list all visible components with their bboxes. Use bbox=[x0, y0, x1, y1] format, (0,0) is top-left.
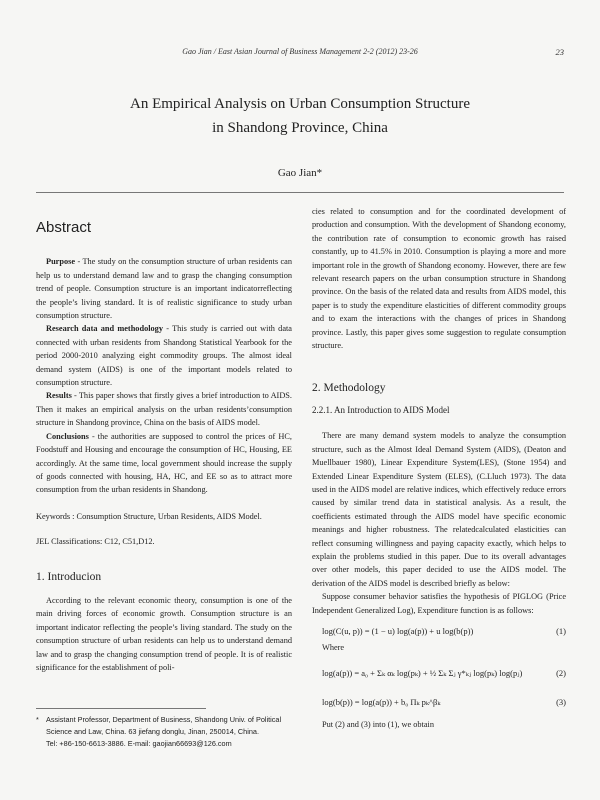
equation-3-number: (3) bbox=[556, 697, 566, 708]
left-column bbox=[36, 205, 292, 674]
intro-continued: cies related to consumption and for the coordinated development of production and consumption. With the development of Shandong economy, the contribution rate of consumption to economic growth has raised constantly, up to 41.5% in 2010. Consumption is playing a more and more important role in the growth of Shandong economy. However, there are few relevant research papers on the urban consumption structure in Shandong province. On the basis of the related data and results from AIDS model, this paper is to study the expenditure elasticities of different commodity groups and to exam the interactions with the changes of prices in Shandong province. Lastly, this paper gives some suggestion to regulate consumption structure. bbox=[312, 207, 566, 351]
footnote-affiliation: Assistant Professor, Department of Business, Shandong Univ. of Political Science and Law, China. 63 jiefang donglu, Jinan, 250014, China. bbox=[46, 715, 282, 736]
title-line-1: An Empirical Analysis on Urban Consumption Structure bbox=[130, 96, 470, 112]
page-number: 23 bbox=[555, 47, 564, 57]
equation-1 bbox=[312, 621, 566, 641]
footnote bbox=[36, 714, 296, 750]
equation-2-body: log(a(p)) = a₀ + Σₖ αₖ log(pₖ) + ½ Σₖ Σⱼ γ*ₖⱼ log(pₖ) log(pⱼ) bbox=[322, 668, 523, 679]
methodology-para-1: There are many demand system models to analyze the consumption structure, such as the Almost Ideal Demand System (AIDS), (Deaton and Muellbauer 1980), Linear Expenditure System(LES), (Stone 1954) and Extended Linear Expenditure System (ELES), (C.Lluch 1973). The data used in the AIDS model are relative indices, which effectively reduce errors caused by similar trend data in statistical analysis. As a result, the coefficients estimated through the AIDS model have specific economic meanings and higher robustness. The relatedcalculated elasticities can reflect consuming willingness and paying capacity exactly, which helps to explain the problems studied in this paper. Due to its overall advantages over other models, this paper decided to use the AIDS model. The derivation of the AIDS model is described briefly as below: bbox=[312, 431, 566, 588]
methodology-heading: 2. Methodology bbox=[312, 382, 386, 395]
intro-text: According to the relevant economic theory, consumption is one of the main driving forces of economic growth. Consumption structure is an important indicator reflecting the people’s living standard. The study on the consumption structure of urban residents can help us to understand demand law and to grasp the changing consumption trend of people. It is of realistic significance for the establishment of poli- bbox=[36, 595, 292, 672]
aids-subheading: 2.2.1. An Introduction to AIDS Model bbox=[312, 404, 450, 415]
results-label: Results bbox=[46, 391, 72, 401]
rdm-text: - This study is carried out with data connected with urban residents from Shandong Statistical Yearbook for the period 2000-2010 analyzing eight commodity groups. The almost ideal demand system (AIDS) is one of the important models related to consumption structure. bbox=[36, 324, 292, 388]
conclusions-text: - the authorities are supposed to control the prices of HC, Foodstuff and Housing and encourage the consumption of HC, Housing, EE accordingly. At the same time, local government should increase the supply of goods connected with housing, HA, HC, and EE so as to attract more consumption from the urban residents in Shandong. bbox=[36, 431, 292, 495]
substitution-text: Put (2) and (3) into (1), we obtain bbox=[322, 720, 434, 730]
results-text: - This paper shows that firstly gives a brief introduction to AIDS. Then it makes an empirical analysis on the urban residents’consumption structure in Shandong province, China on the basis of AIDS model. bbox=[36, 391, 292, 428]
footnote-marker: * bbox=[36, 715, 39, 724]
methodology-para-2: Suppose consumer behavior satisfies the hypothesis of PIGLOG (Price Independent Generalized Log), Expenditure function is as follows: bbox=[312, 592, 566, 615]
equation-1-number: (1) bbox=[556, 625, 566, 636]
intro-heading: 1. Introducion bbox=[36, 570, 102, 583]
equation-3 bbox=[312, 690, 566, 714]
equation-2 bbox=[312, 660, 566, 686]
keywords: Keywords : Consumption Structure, Urban Residents, AIDS Model. bbox=[36, 511, 262, 521]
abstract-heading: Abstract bbox=[36, 219, 92, 236]
rdm-label: Research data and methodology bbox=[46, 324, 163, 334]
footnote-rule bbox=[36, 708, 206, 709]
running-head: Gao Jian / East Asian Journal of Business Management 2-2 (2012) 23-26 bbox=[182, 47, 418, 56]
paper-title bbox=[0, 92, 600, 140]
right-column bbox=[312, 205, 566, 732]
conclusions-label: Conclusions bbox=[46, 431, 89, 441]
equation-3-body: log(b(p)) = log(a(p)) + b₀ Πₖ pₖ^βₖ bbox=[322, 697, 441, 708]
footnote-contact: Tel: +86-150-6613-3886. E-mail: gaojian66693@126.com bbox=[46, 739, 232, 748]
author: Gao Jian* bbox=[277, 167, 323, 179]
equation-2-number: (2) bbox=[556, 668, 566, 679]
header-rule bbox=[36, 192, 564, 193]
purpose-label: Purpose bbox=[46, 257, 76, 267]
abstract-conclusions bbox=[36, 430, 292, 497]
abstract-rdm bbox=[36, 322, 292, 389]
purpose-text: - The study on the consumption structure of urban residents can help us to understand demand law and to grasp the changing consumption trend of people. Consumption structure is an important indicatorreflecting the people’s living standard. It is of realistic significance to study urban consumption structure. bbox=[36, 257, 292, 321]
jel-classifications: JEL Classifications: C12, C51,D12. bbox=[36, 537, 155, 547]
abstract-purpose bbox=[36, 255, 292, 322]
title-line-2: in Shandong Province, China bbox=[212, 120, 388, 136]
abstract-results bbox=[36, 389, 292, 429]
where-label: Where bbox=[322, 642, 345, 652]
equation-1-body: log(C(u, p)) = (1 − u) log(a(p)) + u log(b(p)) bbox=[322, 625, 474, 636]
